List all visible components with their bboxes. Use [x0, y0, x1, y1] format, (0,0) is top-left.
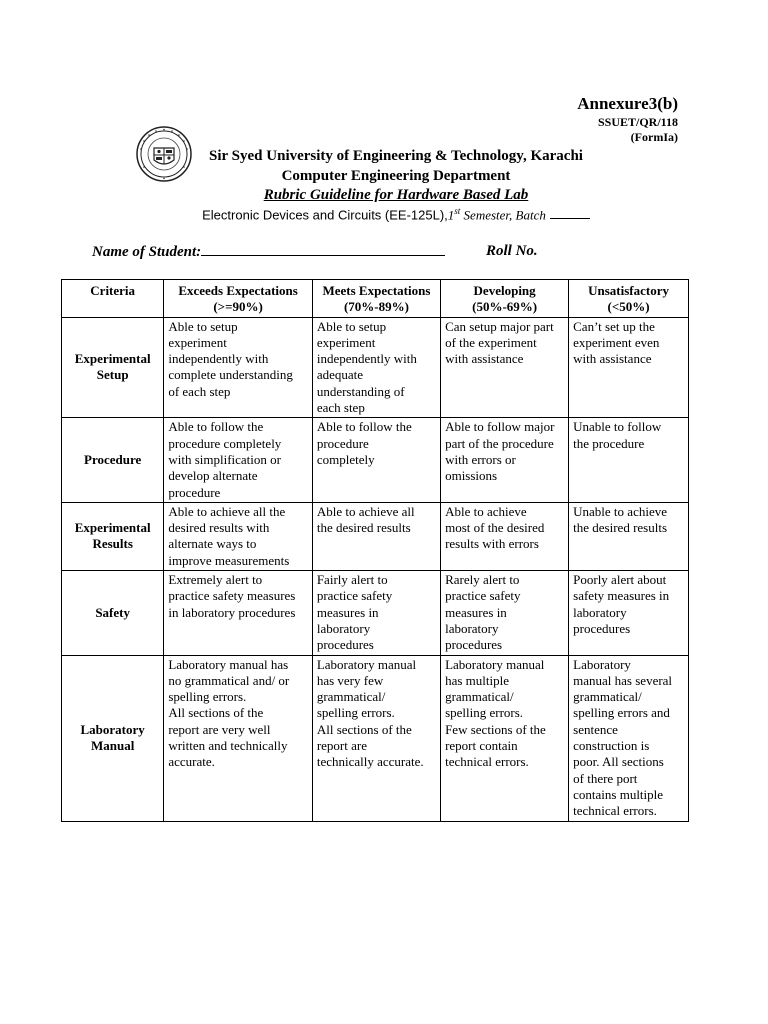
table-row — [62, 418, 689, 502]
unsatisfactory-cell: Poorly alert about safety measures in laboratory procedures — [569, 571, 689, 655]
exceeds-cell: Able to follow the procedure completely with simplification or develop alternate procedure — [164, 418, 313, 502]
unsatisfactory-cell: Laboratory manual has several grammatical/ spelling errors and sentence construction is poor. All sections of there port contains multiple technical errors. — [569, 655, 689, 821]
roll-number-label: Roll No. — [486, 243, 538, 259]
semester-batch: Semester, Batch — [460, 207, 546, 223]
header-unsatisfactory: Unsatisfactory (<50%) — [569, 280, 689, 318]
criteria-cell: Procedure — [62, 418, 164, 502]
meets-cell: Laboratory manual has very few grammatical/ spelling errors. All sections of the report are technically accurate. — [312, 655, 440, 821]
table-row — [62, 502, 689, 570]
annexure-block — [577, 93, 678, 145]
rubric-table — [61, 279, 689, 822]
unsatisfactory-cell: Unable to achieve the desired results — [569, 502, 689, 570]
developing-cell: Rarely alert to practice safety measures in laboratory procedures — [441, 571, 569, 655]
semester-suffix: st — [454, 206, 461, 216]
form-code: SSUET/QR/118 — [597, 115, 678, 129]
developing-cell: Laboratory manual has multiple grammatical/ spelling errors. Few sections of the report contain technical errors. — [441, 655, 569, 821]
course-line — [12, 206, 768, 223]
table-row — [62, 571, 689, 655]
department-name: Computer Engineering Department — [281, 168, 511, 184]
unsatisfactory-cell: Can’t set up the experiment even with assistance — [569, 317, 689, 418]
table-row — [62, 655, 689, 821]
header-exceeds: Exceeds Expectations (>=90%) — [164, 280, 313, 318]
header-developing: Developing (50%-69%) — [441, 280, 569, 318]
form-label: (FormIa) — [630, 130, 678, 144]
student-name-label: Name of Student: — [92, 244, 202, 260]
meets-cell: Able to achieve all the desired results — [312, 502, 440, 570]
table-row — [62, 317, 689, 418]
university-name: Sir Syed University of Engineering & Technology, Karachi — [209, 148, 583, 164]
rubric-title: Rubric Guideline for Hardware Based Lab — [263, 187, 529, 203]
exceeds-cell: Able to achieve all the desired results with alternate ways to improve measurements — [164, 502, 313, 570]
developing-cell: Can setup major part of the experiment with assistance — [441, 317, 569, 418]
exceeds-cell: Laboratory manual has no grammatical and/ or spelling errors. All sections of the report are very well written and technically accurate. — [164, 655, 313, 821]
student-name-field — [92, 243, 445, 261]
batch-blank[interactable] — [550, 208, 590, 219]
meets-cell: Able to setup experiment independently with adequate understanding of each step — [312, 317, 440, 418]
criteria-cell: Experimental Setup — [62, 317, 164, 418]
unsatisfactory-cell: Unable to follow the procedure — [569, 418, 689, 502]
developing-cell: Able to follow major part of the procedure with errors or omissions — [441, 418, 569, 502]
header-criteria: Criteria — [62, 280, 164, 318]
roll-number-field — [486, 243, 538, 260]
header-meets: Meets Expectations (70%-89%) — [312, 280, 440, 318]
exceeds-cell: Extremely alert to practice safety measures in laboratory procedures — [164, 571, 313, 655]
semester-number: 1 — [447, 207, 455, 223]
table-header-row — [62, 280, 689, 318]
annexure-title: Annexure3(b) — [577, 94, 678, 113]
criteria-cell: Safety — [62, 571, 164, 655]
developing-cell: Able to achieve most of the desired results with errors — [441, 502, 569, 570]
meets-cell: Able to follow the procedure completely — [312, 418, 440, 502]
meets-cell: Fairly alert to practice safety measures in laboratory procedures — [312, 571, 440, 655]
student-name-blank[interactable] — [201, 243, 445, 256]
criteria-cell: Experimental Results — [62, 502, 164, 570]
course-name: Electronic Devices and Circuits (EE-125L), — [202, 207, 448, 223]
exceeds-cell: Able to setup experiment independently with complete understanding of each step — [164, 317, 313, 418]
criteria-cell: Laboratory Manual — [62, 655, 164, 821]
